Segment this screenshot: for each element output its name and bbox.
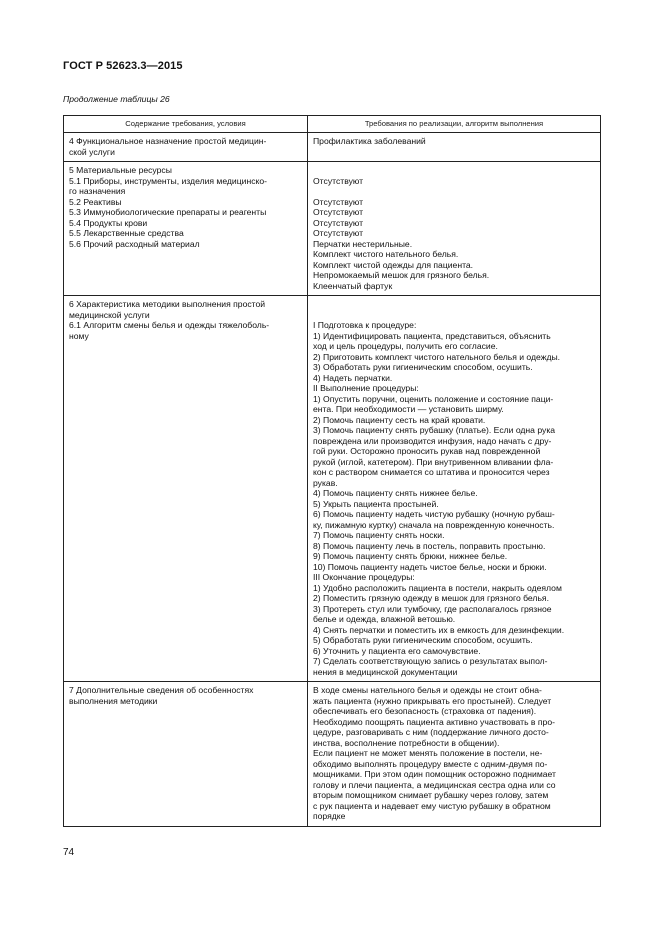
text-line: рукой (иглой, катетером). При внутривенном вливании фла- xyxy=(313,456,554,467)
text-line: 10) Помочь пациенту надеть чистое белье, носки и брюки. xyxy=(313,561,547,572)
text-line: Клеенчатый фартук xyxy=(313,280,393,291)
cell-implementation xyxy=(308,682,601,827)
text-line: I Подготовка к процедуре: xyxy=(313,320,417,330)
table-header-row xyxy=(64,116,601,133)
text-line: медицинской услуги xyxy=(69,309,150,320)
text-line: жать пациента (нужно прикрывать его простыней). Следует xyxy=(313,695,552,706)
text-line: 1) Удобно расположить пациента в постели, накрыть одеялом xyxy=(313,582,562,593)
table-continuation-caption: Продолжение таблицы 26 xyxy=(63,94,170,104)
text-line: Отсутствуют xyxy=(313,196,364,207)
text-line: рукав. xyxy=(313,477,338,488)
text-line: 5.2 Реактивы xyxy=(69,196,122,207)
text-line: го назначения xyxy=(69,186,126,196)
text-line: 2) Поместить грязную одежду в мешок для грязного белья. xyxy=(313,593,549,603)
text-line: нения в медицинской документации xyxy=(313,666,458,677)
text-line: Комплект чистого нательного белья. xyxy=(313,249,459,259)
text-line: Отсутствуют xyxy=(313,217,364,228)
text-line: 4) Снять перчатки и поместить их в емкость для дезинфекции. xyxy=(313,624,565,635)
text-line: 5.1 Приборы, инструменты, изделия медицинско- xyxy=(69,175,267,186)
text-line: кон с раствором снимается со штатива и проносится через xyxy=(313,467,550,477)
column-header-implementation: Требования по реализации, алгоритм выполнения xyxy=(308,116,601,133)
document-title: ГОСТ Р 52623.3—2015 xyxy=(63,60,183,72)
table-row xyxy=(64,133,601,162)
text-line: 4) Помочь пациенту снять нижнее белье. xyxy=(313,488,478,498)
text-line: III Окончание процедуры: xyxy=(313,572,415,582)
text-line: 7) Сделать соответствующую запись о результатах выпол- xyxy=(313,656,548,666)
text-line xyxy=(313,299,596,310)
text-line xyxy=(313,165,596,176)
text-line: Отсутствуют xyxy=(313,175,364,186)
text-line xyxy=(313,186,596,197)
cell-requirement xyxy=(64,133,308,162)
table-row xyxy=(64,296,601,682)
cell-requirement xyxy=(64,682,308,827)
text-line: 5.4 Продукты крови xyxy=(69,217,148,228)
text-line: 5 Материальные ресурсы xyxy=(69,165,172,175)
text-line: 1) Опустить поручни, оценить положение и состояние паци- xyxy=(313,393,554,404)
text-line: Необходимо поощрять пациента активно участвовать в про- xyxy=(313,716,555,727)
text-line: Профилактика заболеваний xyxy=(313,136,426,146)
text-line: 2) Приготовить комплект чистого нательного белья и одежды. xyxy=(313,351,561,362)
text-line: выполнения методики xyxy=(69,695,158,706)
text-line: мощниками. При этом один помощник осторожно поднимает xyxy=(313,769,556,779)
text-line: 5.3 Иммунобиологические препараты и реагенты xyxy=(69,207,267,217)
text-line: II Выполнение процедуры: xyxy=(313,383,419,393)
text-line: 1) Идентифицировать пациента, представиться, объяснить xyxy=(313,330,551,341)
table-row xyxy=(64,162,601,296)
text-line: 3) Обработать руки гигиеническим способом, осушить. xyxy=(313,362,533,372)
text-line: В ходе смены нательного белья и одежды не стоит обна- xyxy=(313,685,542,695)
text-line: 6 Характеристика методики выполнения простой xyxy=(69,299,266,309)
text-line: 6) Помочь пациенту надеть чистую рубашку (ночную рубаш- xyxy=(313,509,555,519)
text-line: 3) Помочь пациенту снять рубашку (платье). Если одна рука xyxy=(313,425,556,435)
cell-implementation xyxy=(308,133,601,162)
text-line: цедуре, разговаривать с ним (поддержание личного досто- xyxy=(313,727,549,737)
text-line: ку, пижамную куртку) сначала на поврежденную конечность. xyxy=(313,519,555,530)
text-line: вторым помощником снимает рубашку через голову, затем xyxy=(313,790,549,800)
text-line: Если пациент не может менять положение в постели, не- xyxy=(313,748,543,758)
text-line: голову и плечи пациента, а медицинская сестра одна или со xyxy=(313,779,556,790)
text-line: Комплект чистой одежды для пациента. xyxy=(313,259,474,270)
text-line: ской услуги xyxy=(69,146,115,157)
text-line: 3) Протереть стул или тумбочку, где располагалось грязное xyxy=(313,603,552,614)
text-line: ному xyxy=(69,330,89,341)
page-number: 74 xyxy=(63,847,75,858)
text-line: ход и цель процедуры, получить его согласие. xyxy=(313,341,498,351)
text-line: порядке xyxy=(313,811,346,821)
text-line: повреждена или производится инфузия, надо начать с дру- xyxy=(313,435,552,446)
text-line: белье и одежда, влажной ветошью. xyxy=(313,614,456,624)
cell-requirement xyxy=(64,162,308,296)
text-line: 7) Помочь пациенту снять носки. xyxy=(313,530,445,540)
text-line: 7 Дополнительные сведения об особенностях xyxy=(69,685,254,695)
cell-implementation xyxy=(308,162,601,296)
text-line: 2) Помочь пациенту сесть на край кровати. xyxy=(313,414,486,425)
text-line: с рук пациента и надевает ему чистую рубашку в обратном xyxy=(313,800,551,811)
cell-implementation xyxy=(308,296,601,682)
text-line: Отсутствуют xyxy=(313,207,364,217)
text-line: Перчатки нестерильные. xyxy=(313,238,413,249)
column-header-requirements: Содержание требования, условия xyxy=(64,116,308,133)
cell-requirement xyxy=(64,296,308,682)
text-line: гой руки. Осторожно проносить рукав над поврежденной xyxy=(313,446,541,456)
text-line: 4) Надеть перчатки. xyxy=(313,372,393,383)
text-line: обеспечивать его безопасность (страховка от падения). xyxy=(313,706,537,716)
text-line: 9) Помочь пациенту снять брюки, нижнее белье. xyxy=(313,551,508,561)
text-line: Отсутствуют xyxy=(313,228,364,238)
table-row xyxy=(64,682,601,827)
text-line: инства, восполнение потребности в общении). xyxy=(313,737,500,748)
text-line: 6) Уточнить у пациента его самочувствие. xyxy=(313,645,481,656)
text-line: 4 Функциональное назначение простой медицин- xyxy=(69,136,267,146)
text-line: 8) Помочь пациенту лечь в постель, поправить простыню. xyxy=(313,540,546,551)
text-line: обходимо выполнять процедуру вместе с одним-двумя по- xyxy=(313,758,548,769)
text-line: Непромокаемый мешок для грязного белья. xyxy=(313,270,490,280)
text-line: 5) Обработать руки гигиеническим способом, осушить. xyxy=(313,635,533,645)
text-line: 5.5 Лекарственные средства xyxy=(69,228,184,238)
text-line: ента. При необходимости — установить ширму. xyxy=(313,404,504,414)
text-line: 5) Укрыть пациента простыней. xyxy=(313,498,439,509)
requirements-table xyxy=(63,115,601,827)
text-line: 5.6 Прочий расходный материал xyxy=(69,238,200,249)
text-line xyxy=(313,310,596,321)
text-line: 6.1 Алгоритм смены белья и одежды тяжелоболь- xyxy=(69,320,270,330)
